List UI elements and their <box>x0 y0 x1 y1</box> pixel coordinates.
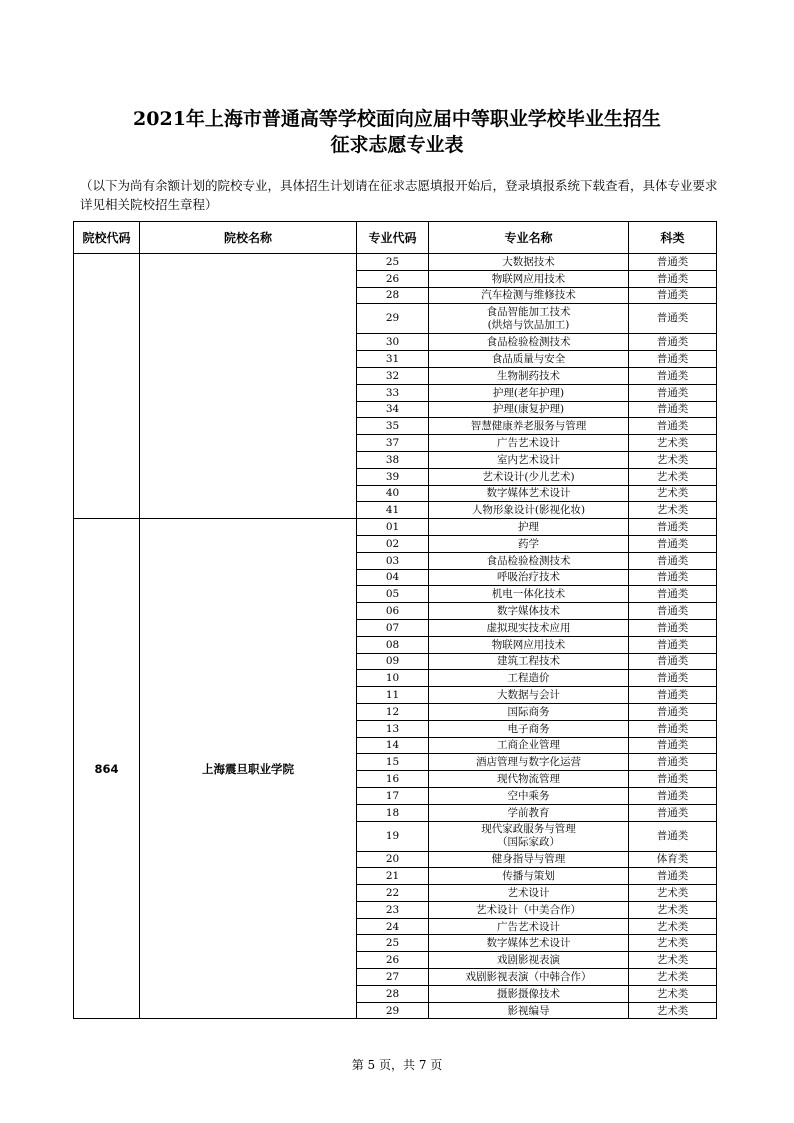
major-name-cell: 数字媒体艺术设计 <box>429 935 629 952</box>
major-code-cell: 07 <box>357 619 429 636</box>
major-name-cell: 护理(老年护理) <box>429 384 629 401</box>
major-code-cell: 20 <box>357 851 429 868</box>
major-code-cell: 28 <box>357 985 429 1002</box>
category-cell: 普通类 <box>629 569 717 586</box>
category-cell: 艺术类 <box>629 901 717 918</box>
school-name-cell <box>140 254 357 519</box>
category-cell: 普通类 <box>629 868 717 885</box>
category-cell: 艺术类 <box>629 451 717 468</box>
major-name-cell: 摄影摄像技术 <box>429 985 629 1002</box>
school-code-cell <box>74 254 140 519</box>
major-code-cell: 32 <box>357 367 429 384</box>
major-name-cell: 虚拟现实技术应用 <box>429 619 629 636</box>
category-cell: 艺术类 <box>629 885 717 902</box>
category-cell: 普通类 <box>629 351 717 368</box>
major-name-cell: 生物制药技术 <box>429 367 629 384</box>
major-code-cell: 21 <box>357 868 429 885</box>
major-code-cell: 29 <box>357 1002 429 1019</box>
category-cell: 普通类 <box>629 586 717 603</box>
major-code-cell: 18 <box>357 804 429 821</box>
category-cell: 普通类 <box>629 270 717 287</box>
category-cell: 普通类 <box>629 384 717 401</box>
major-code-cell: 17 <box>357 787 429 804</box>
major-code-cell: 40 <box>357 485 429 502</box>
category-cell: 艺术类 <box>629 952 717 969</box>
major-code-cell: 37 <box>357 435 429 452</box>
major-name-cell: 物联网应用技术 <box>429 636 629 653</box>
major-code-cell: 23 <box>357 901 429 918</box>
majors-table <box>73 221 717 1019</box>
major-name-cell: 物联网应用技术 <box>429 270 629 287</box>
table-row <box>74 254 717 271</box>
major-name-cell: 大数据与会计 <box>429 687 629 704</box>
category-cell: 普通类 <box>629 287 717 304</box>
major-code-cell: 04 <box>357 569 429 586</box>
document-title-line-1: 2021年上海市普通高等学校面向应届中等职业学校毕业生招生 <box>133 108 661 130</box>
major-code-cell: 25 <box>357 935 429 952</box>
major-code-cell: 39 <box>357 468 429 485</box>
category-cell: 普通类 <box>629 771 717 788</box>
category-cell: 普通类 <box>629 603 717 620</box>
major-code-cell: 30 <box>357 334 429 351</box>
header-school-name: 院校名称 <box>140 222 357 254</box>
major-name-cell: 传播与策划 <box>429 868 629 885</box>
category-cell: 普通类 <box>629 804 717 821</box>
category-cell: 艺术类 <box>629 935 717 952</box>
major-code-cell: 31 <box>357 351 429 368</box>
category-cell: 普通类 <box>629 418 717 435</box>
major-code-cell: 41 <box>357 502 429 519</box>
page-footer: 第 5 页，共 7 页 <box>351 1058 443 1072</box>
major-name-cell: 国际商务 <box>429 703 629 720</box>
major-code-cell: 11 <box>357 687 429 704</box>
major-name-cell: 影视编导 <box>429 1002 629 1019</box>
major-code-cell: 26 <box>357 952 429 969</box>
category-cell: 普通类 <box>629 670 717 687</box>
category-cell: 艺术类 <box>629 918 717 935</box>
category-cell: 普通类 <box>629 737 717 754</box>
category-cell: 普通类 <box>629 254 717 271</box>
major-name-cell: 数字媒体艺术设计 <box>429 485 629 502</box>
major-name-cell: 酒店管理与数字化运营 <box>429 754 629 771</box>
major-code-cell: 35 <box>357 418 429 435</box>
major-code-cell: 06 <box>357 603 429 620</box>
major-code-cell: 28 <box>357 287 429 304</box>
major-name-cell: 食品检验检测技术 <box>429 552 629 569</box>
major-name-cell: 艺术设计（中美合作） <box>429 901 629 918</box>
major-code-cell: 08 <box>357 636 429 653</box>
major-name-cell: 人物形象设计(影视化妆) <box>429 502 629 519</box>
major-code-cell: 13 <box>357 720 429 737</box>
major-name-cell: 健身指导与管理 <box>429 851 629 868</box>
major-name-cell: 食品质量与安全 <box>429 351 629 368</box>
major-name-cell: 工商企业管理 <box>429 737 629 754</box>
header-category: 科类 <box>629 222 717 254</box>
major-name-cell: 汽车检测与维修技术 <box>429 287 629 304</box>
category-cell: 普通类 <box>629 619 717 636</box>
instruction-note: （以下为尚有余额计划的院校专业，具体招生计划请在征求志愿填报开始后，登录填报系统下载查看，具体专业要求详见相关院校招生章程） <box>80 178 718 212</box>
major-code-cell: 19 <box>357 821 429 851</box>
category-cell: 普通类 <box>629 687 717 704</box>
table-header-row <box>74 222 717 254</box>
category-cell: 普通类 <box>629 334 717 351</box>
category-cell: 普通类 <box>629 754 717 771</box>
category-cell: 艺术类 <box>629 969 717 986</box>
category-cell: 普通类 <box>629 552 717 569</box>
header-major-code: 专业代码 <box>357 222 429 254</box>
category-cell: 艺术类 <box>629 1002 717 1019</box>
major-name-cell: 工程造价 <box>429 670 629 687</box>
major-code-cell: 15 <box>357 754 429 771</box>
major-name-cell: 呼吸治疗技术 <box>429 569 629 586</box>
major-name-cell: 戏剧影视表演（中韩合作） <box>429 969 629 986</box>
category-cell: 普通类 <box>629 535 717 552</box>
document-title-line-2: 征求志愿专业表 <box>330 134 464 156</box>
major-code-cell: 29 <box>357 304 429 334</box>
category-cell: 艺术类 <box>629 985 717 1002</box>
category-cell: 艺术类 <box>629 502 717 519</box>
school-name-cell: 上海震旦职业学院 <box>140 519 357 1019</box>
major-code-cell: 34 <box>357 401 429 418</box>
major-name-cell: 建筑工程技术 <box>429 653 629 670</box>
major-name-cell: 食品检验检测技术 <box>429 334 629 351</box>
category-cell: 艺术类 <box>629 485 717 502</box>
major-code-cell: 09 <box>357 653 429 670</box>
header-major-name: 专业名称 <box>429 222 629 254</box>
category-cell: 普通类 <box>629 787 717 804</box>
major-name-cell: 广告艺术设计 <box>429 435 629 452</box>
major-code-cell: 24 <box>357 918 429 935</box>
category-cell: 艺术类 <box>629 468 717 485</box>
major-code-cell: 25 <box>357 254 429 271</box>
major-code-cell: 10 <box>357 670 429 687</box>
major-code-cell: 16 <box>357 771 429 788</box>
major-name-cell: 学前教育 <box>429 804 629 821</box>
category-cell: 艺术类 <box>629 435 717 452</box>
major-name-cell: 戏剧影视表演 <box>429 952 629 969</box>
major-name-cell: 艺术设计(少儿艺术) <box>429 468 629 485</box>
major-code-cell: 14 <box>357 737 429 754</box>
major-code-cell: 22 <box>357 885 429 902</box>
major-name-cell: 现代物流管理 <box>429 771 629 788</box>
major-name-cell: 空中乘务 <box>429 787 629 804</box>
major-code-cell: 12 <box>357 703 429 720</box>
major-code-cell: 05 <box>357 586 429 603</box>
category-cell: 普通类 <box>629 653 717 670</box>
major-name-cell: 现代家政服务与管理 （国际家政） <box>429 821 629 851</box>
school-code-cell: 864 <box>74 519 140 1019</box>
category-cell: 普通类 <box>629 703 717 720</box>
major-name-cell: 大数据技术 <box>429 254 629 271</box>
major-name-cell: 机电一体化技术 <box>429 586 629 603</box>
header-school-code: 院校代码 <box>74 222 140 254</box>
major-name-cell: 护理 <box>429 519 629 536</box>
major-code-cell: 27 <box>357 969 429 986</box>
major-code-cell: 01 <box>357 519 429 536</box>
major-name-cell: 电子商务 <box>429 720 629 737</box>
category-cell: 普通类 <box>629 636 717 653</box>
major-code-cell: 03 <box>357 552 429 569</box>
category-cell: 普通类 <box>629 401 717 418</box>
major-code-cell: 26 <box>357 270 429 287</box>
major-name-cell: 食品智能加工技术 (烘焙与饮品加工) <box>429 304 629 334</box>
major-name-cell: 室内艺术设计 <box>429 451 629 468</box>
major-name-cell: 数字媒体技术 <box>429 603 629 620</box>
major-code-cell: 33 <box>357 384 429 401</box>
category-cell: 普通类 <box>629 821 717 851</box>
major-name-cell: 护理(康复护理) <box>429 401 629 418</box>
major-name-cell: 药学 <box>429 535 629 552</box>
category-cell: 普通类 <box>629 367 717 384</box>
major-name-cell: 广告艺术设计 <box>429 918 629 935</box>
major-name-cell: 艺术设计 <box>429 885 629 902</box>
category-cell: 普通类 <box>629 304 717 334</box>
major-code-cell: 02 <box>357 535 429 552</box>
table-row <box>74 519 717 536</box>
major-name-cell: 智慧健康养老服务与管理 <box>429 418 629 435</box>
major-code-cell: 38 <box>357 451 429 468</box>
category-cell: 普通类 <box>629 720 717 737</box>
category-cell: 体育类 <box>629 851 717 868</box>
category-cell: 普通类 <box>629 519 717 536</box>
